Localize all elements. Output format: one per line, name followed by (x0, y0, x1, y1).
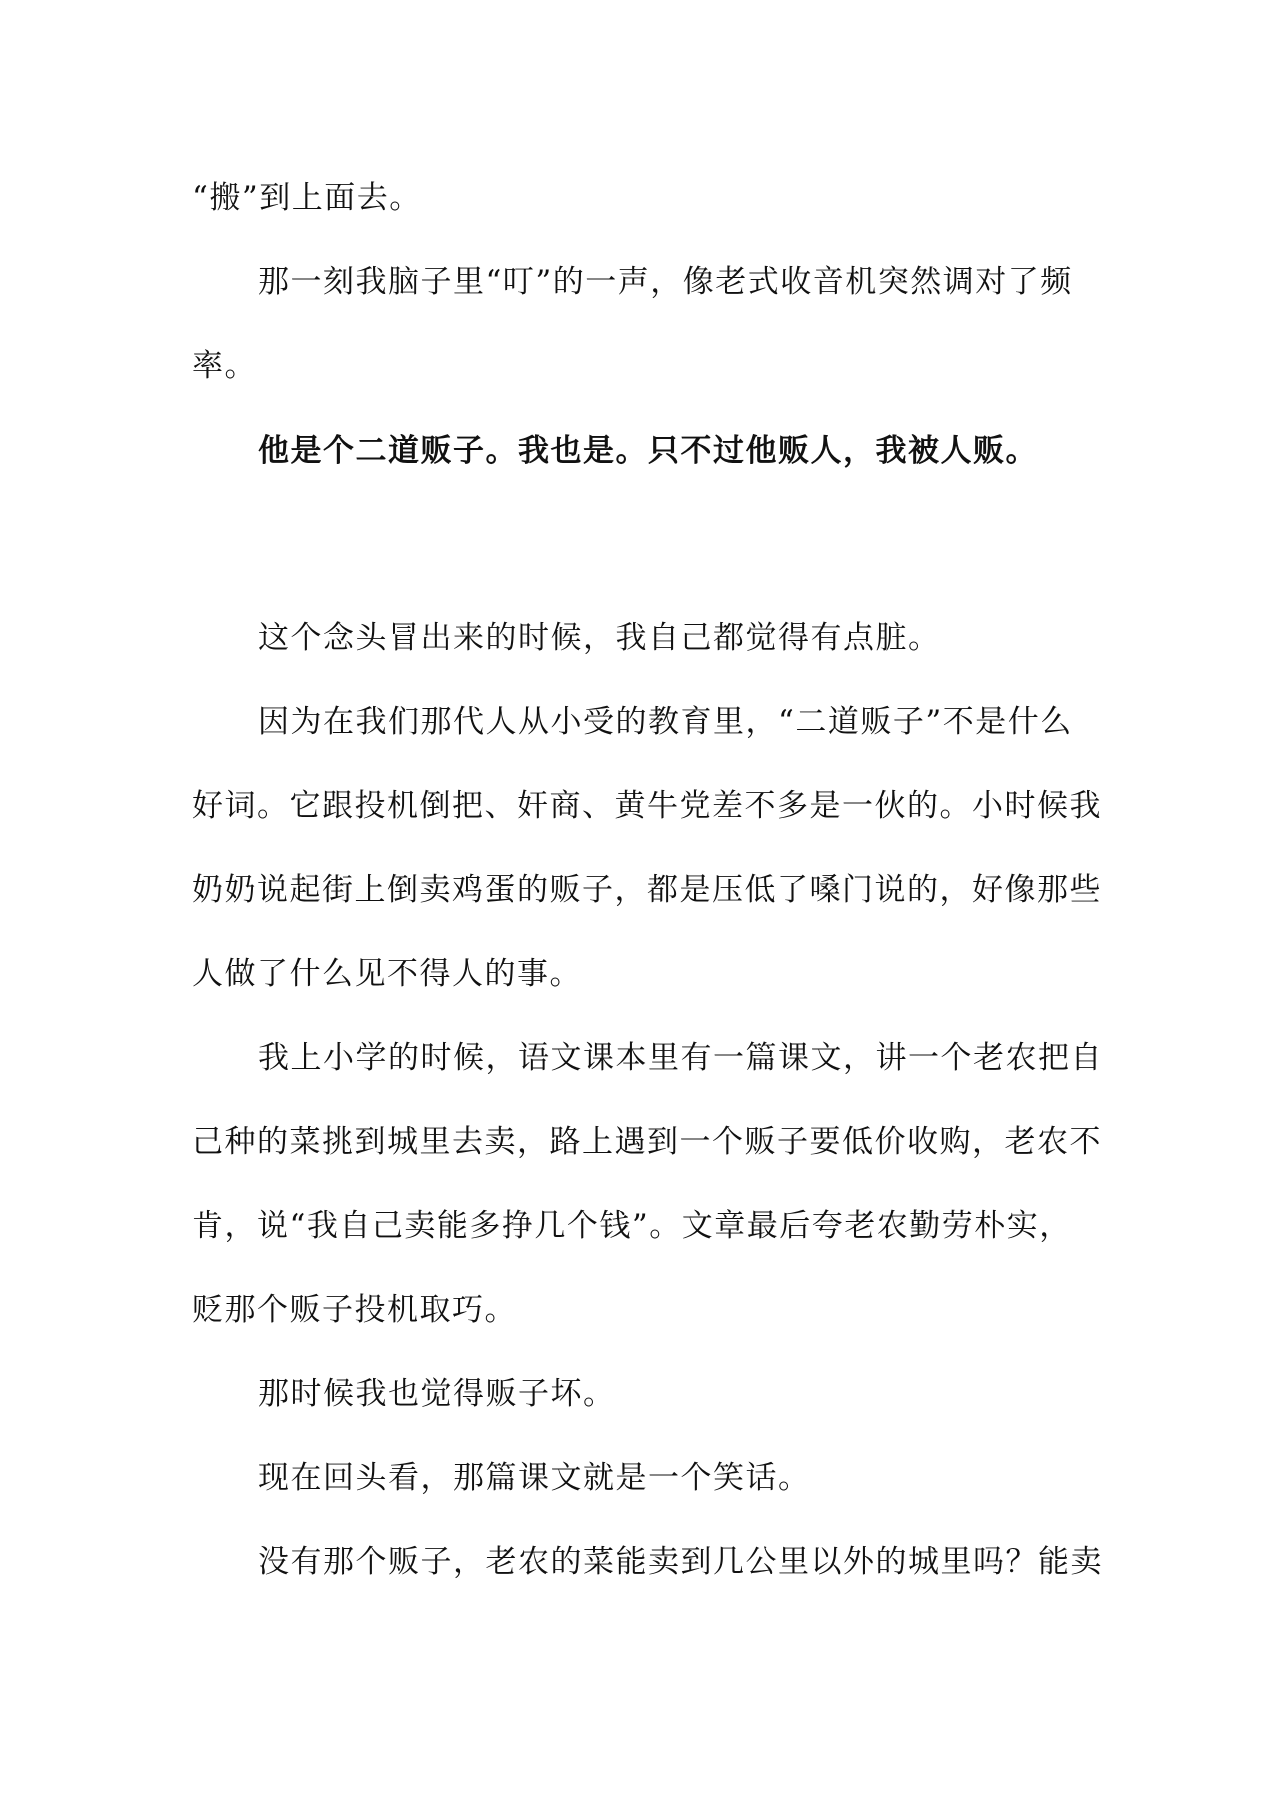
text-line: 好词。它跟投机倒把、奸商、黄牛党差不多是一伙的。小时候我 (192, 788, 1102, 824)
text-line: 奶奶说起街上倒卖鸡蛋的贩子，都是压低了嗓门说的，好像那些 (192, 872, 1102, 908)
text-line: “搬”到上面去。 (192, 180, 422, 216)
text-line: 因为在我们那代人从小受的教育里，“二道贩子”不是什么 (258, 704, 1073, 740)
text-line: 肯，说“我自己卖能多挣几个钱”。文章最后夸老农勤劳朴实， (192, 1208, 1072, 1244)
text-line: 人做了什么见不得人的事。 (192, 956, 582, 992)
text-line: 己种的菜挑到城里去卖，路上遇到一个贩子要低价收购，老农不 (192, 1124, 1102, 1160)
text-line: 那一刻我脑子里“叮”的一声，像老式收音机突然调对了频 (258, 264, 1073, 300)
text-line: 现在回头看，那篇课文就是一个笑话。 (258, 1460, 811, 1496)
text-line: 率。 (192, 348, 257, 384)
text-line: 那时候我也觉得贩子坏。 (258, 1376, 616, 1412)
text-line: 没有那个贩子，老农的菜能卖到几公里以外的城里吗？能卖 (258, 1544, 1103, 1580)
emphasized-text-line: 他是个二道贩子。我也是。只不过他贩人，我被人贩。 (258, 433, 1038, 469)
text-line: 贬那个贩子投机取巧。 (192, 1292, 517, 1328)
text-line: 这个念头冒出来的时候，我自己都觉得有点脏。 (258, 620, 941, 656)
text-line: 我上小学的时候，语文课本里有一篇课文，讲一个老农把自 (258, 1040, 1103, 1076)
